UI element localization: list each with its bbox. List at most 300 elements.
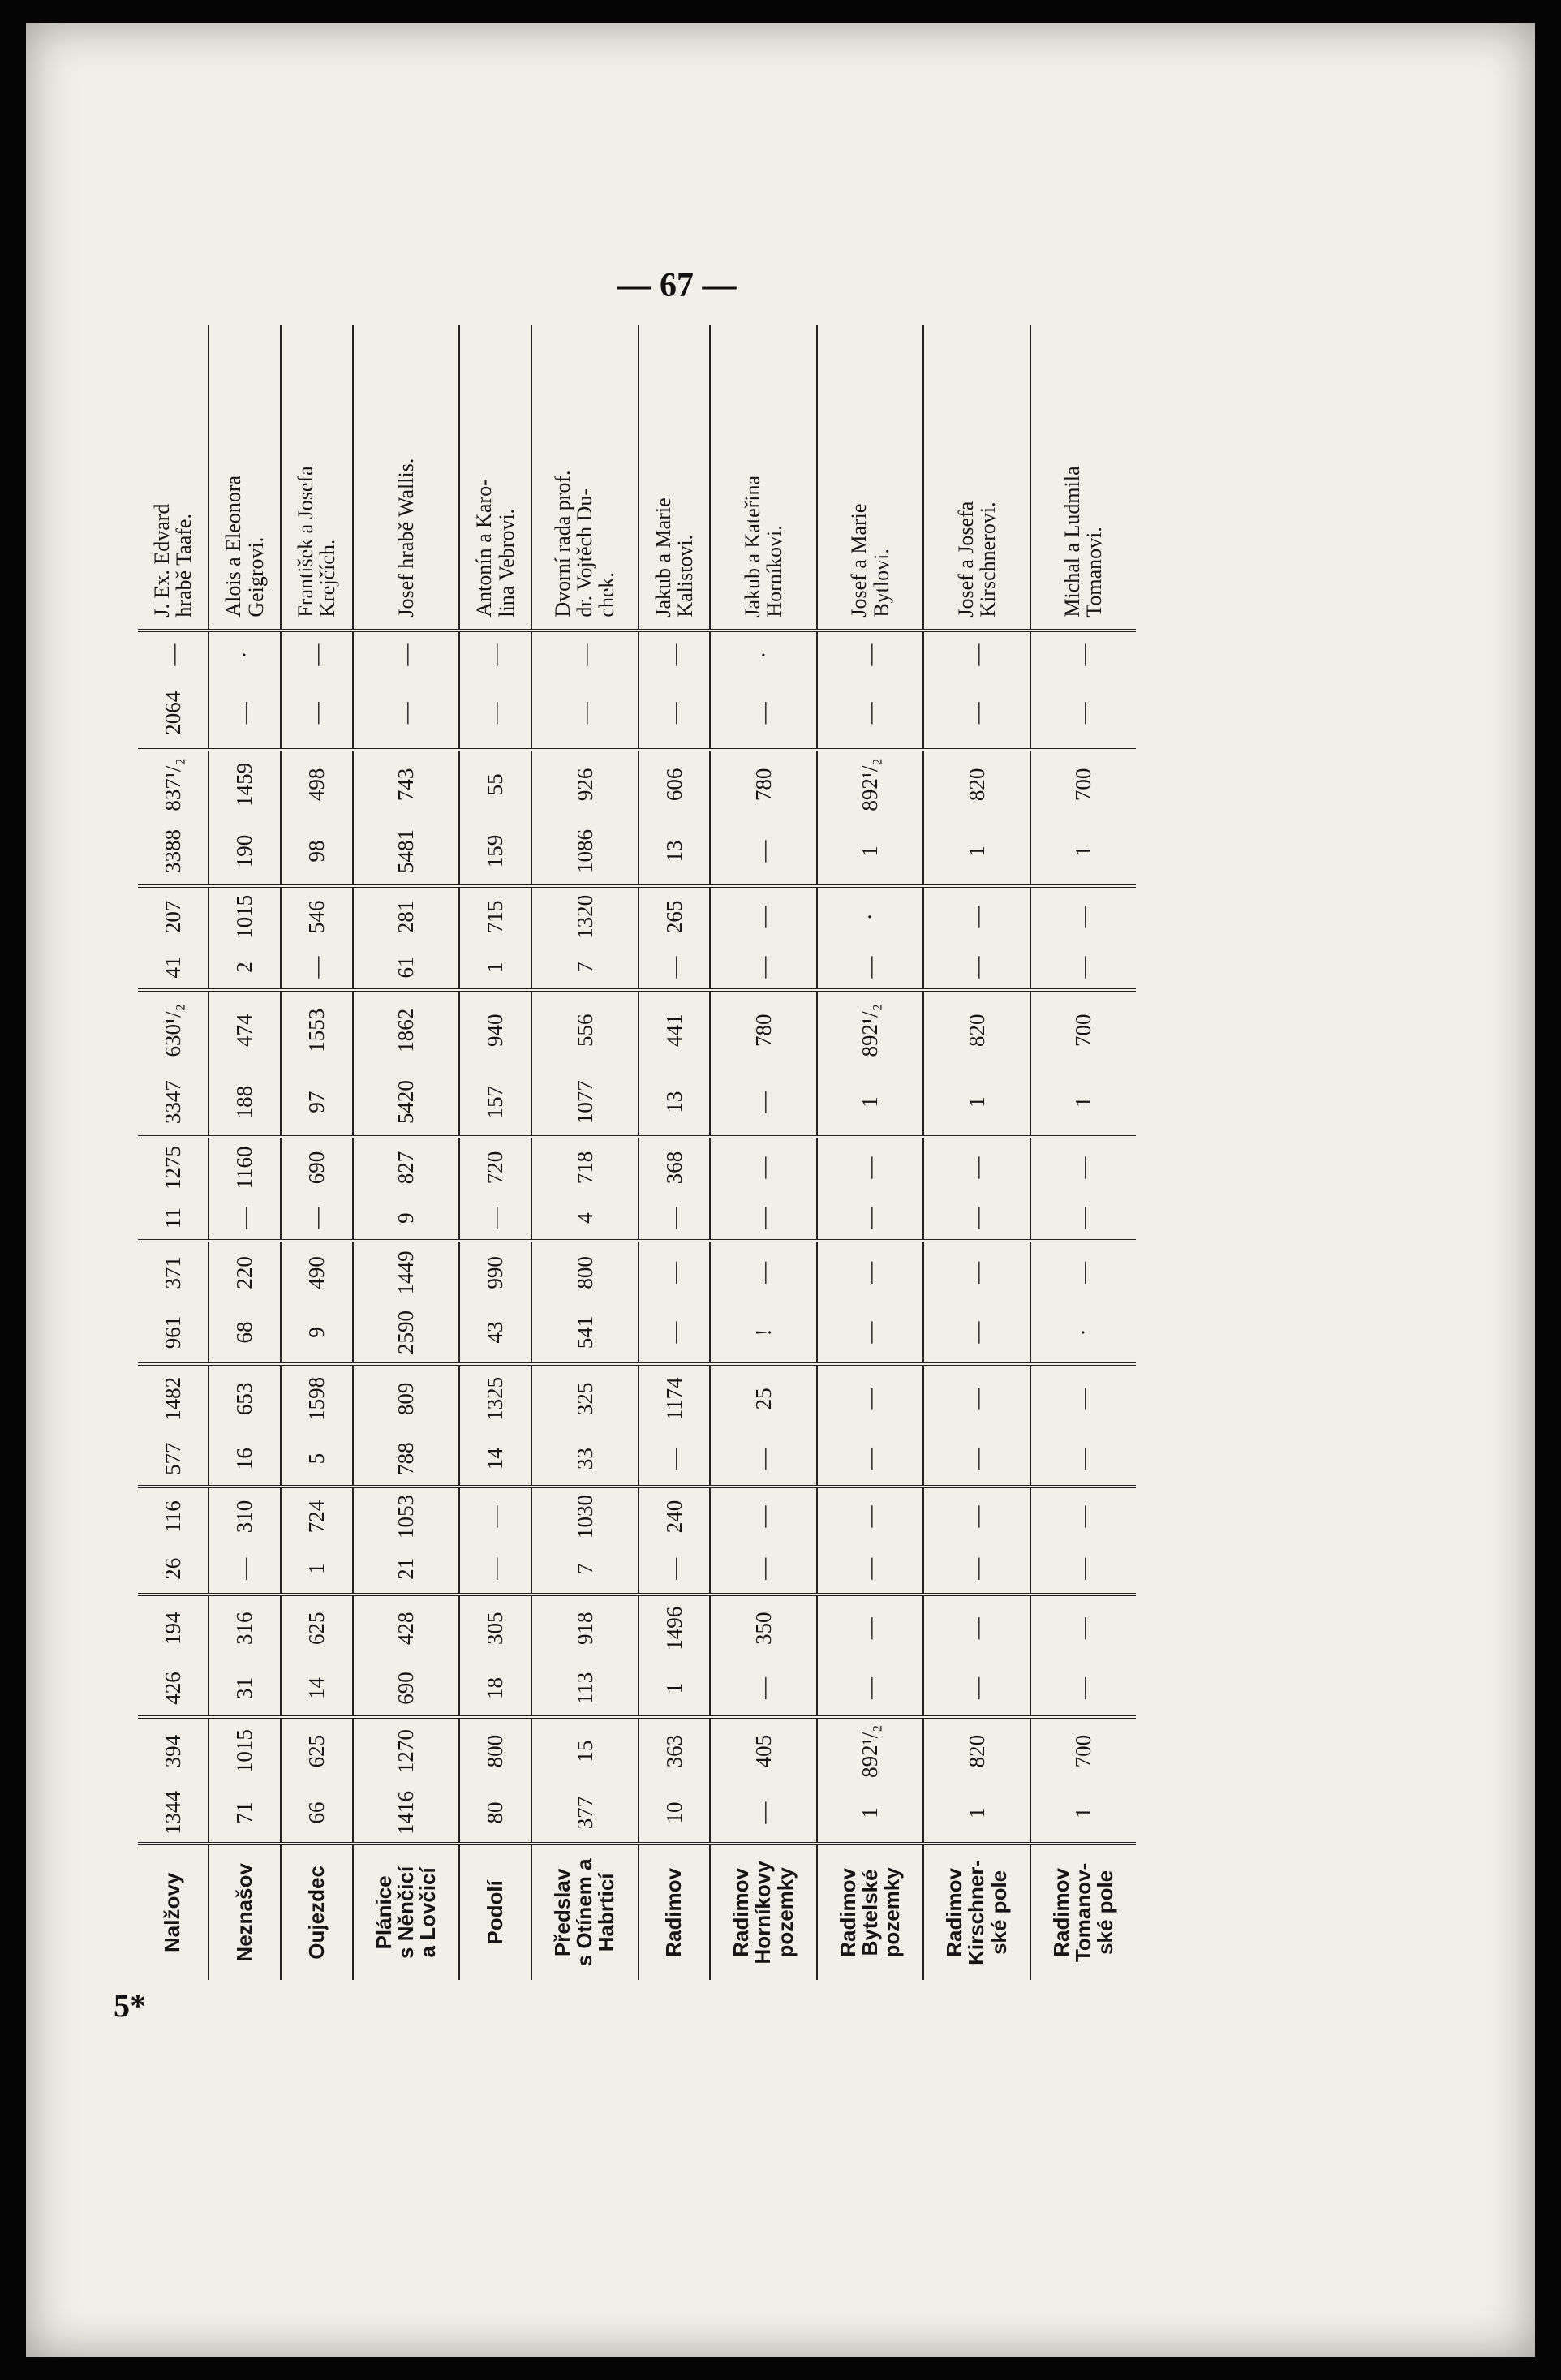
value-cell: 1 (1030, 818, 1136, 886)
value-cell: 892¹/₂ (817, 1717, 924, 1784)
value-cell: 577 (160, 1442, 185, 1475)
value-cell: 1598 (281, 1364, 353, 1432)
value-cell: — (710, 886, 817, 946)
value-cell: — (639, 1241, 711, 1302)
owner-line: Alois a Eleonora (221, 475, 246, 618)
value-cell: — (710, 946, 817, 991)
value-cell: · (710, 631, 817, 678)
value-cell: 405 (710, 1717, 817, 1784)
value-cell: 718 (531, 1137, 639, 1197)
value-cell: 800 (459, 1717, 531, 1784)
value-cell: 80 (459, 1784, 531, 1844)
value-cell: 1 (639, 1661, 711, 1717)
value-cell: 892¹/₂ (817, 990, 924, 1069)
value-cell: — (531, 631, 639, 678)
owner-cell (459, 325, 531, 631)
value-cell: 1 (281, 1545, 353, 1595)
owner-line: Kalistovi. (673, 534, 697, 618)
value-cell: — (209, 1197, 281, 1242)
value-cell: — (160, 643, 185, 666)
place-line: ské pole (986, 1870, 1011, 1955)
value-cell: · (209, 631, 281, 678)
value-cell: — (710, 1432, 817, 1487)
value-cell: — (1030, 1595, 1136, 1661)
value-cell: — (923, 1432, 1030, 1487)
value-cell: 220 (209, 1241, 281, 1302)
value-cell: 1 (923, 1069, 1030, 1137)
value-cell: 14 (281, 1661, 353, 1717)
place-line: Nalžovy (160, 1872, 185, 1953)
value-cell: 690 (353, 1661, 460, 1717)
value-cell: 1015 (209, 1717, 281, 1784)
value-cell: 33 (531, 1432, 639, 1487)
value-cell: — (1030, 1137, 1136, 1197)
value-cell: — (209, 678, 281, 750)
value-cell: 1482 (138, 1364, 209, 1432)
owner-cell (639, 325, 711, 631)
value-cell: 350 (710, 1595, 817, 1661)
value-cell: — (817, 1595, 924, 1661)
value-cell: 41 (160, 956, 185, 979)
value-cell: 240 (639, 1487, 711, 1545)
value-cell: 157 (459, 1069, 531, 1137)
owner-line: lina Vebrovi. (494, 508, 518, 618)
owner-line: Josef hrabě Wallis. (393, 458, 418, 618)
value-cell: 1270 (353, 1717, 460, 1784)
value-cell: 13 (639, 818, 711, 886)
place-cell (1030, 1844, 1136, 1980)
value-cell: 394 (138, 1717, 209, 1784)
place-cell (459, 1844, 531, 1980)
value-cell: 26 (160, 1557, 185, 1580)
value-cell: 541 (531, 1302, 639, 1364)
value-cell: 1 (923, 818, 1030, 886)
value-cell: — (1030, 1241, 1136, 1302)
value-cell: 281 (353, 886, 460, 946)
table-row (209, 325, 281, 1980)
value-cell: 25 (710, 1364, 817, 1432)
value-cell: — (923, 631, 1030, 678)
value-cell: 990 (459, 1241, 531, 1302)
value-cell: 1 (1030, 1069, 1136, 1137)
value-cell: 61 (353, 946, 460, 991)
owner-line: František a Josefa (294, 466, 317, 618)
value-cell: 7 (531, 1545, 639, 1595)
place-line: Kirschner- (964, 1859, 989, 1965)
value-cell: 194 (138, 1595, 209, 1661)
value-cell: 630¹/₂ (138, 990, 209, 1069)
value-cell: 1496 (639, 1595, 711, 1661)
value-cell: 926 (531, 750, 639, 818)
value-cell: 13 (639, 1069, 711, 1137)
value-cell: 325 (531, 1364, 639, 1432)
value-cell: 188 (209, 1069, 281, 1137)
value-cell: 31 (209, 1661, 281, 1717)
value-cell: 1160 (209, 1137, 281, 1197)
place-line: Podolí (482, 1880, 507, 1945)
value-cell: 116 (138, 1487, 209, 1545)
value-cell: — (710, 1545, 817, 1595)
value-cell: — (281, 678, 353, 750)
owner-cell (353, 325, 460, 631)
value-cell: 441 (639, 990, 711, 1069)
value-cell: 1459 (209, 750, 281, 818)
estate-table-body (138, 325, 1136, 1980)
place-cell (138, 1844, 209, 1980)
value-cell: — (1030, 1487, 1136, 1545)
place-line: Tomanov- (1070, 1862, 1095, 1963)
value-cell: 363 (639, 1717, 711, 1784)
place-line: Radimov (835, 1867, 860, 1957)
value-cell: 1030 (531, 1487, 639, 1545)
value-cell: 961 (160, 1315, 185, 1349)
value-cell: — (817, 678, 924, 750)
value-cell: — (923, 1364, 1030, 1432)
place-line: ské pole (1093, 1870, 1118, 1955)
table-row (923, 325, 1030, 1980)
place-cell (531, 1844, 639, 1980)
value-cell: — (639, 1197, 711, 1242)
page-number: — 67 — (617, 267, 737, 304)
owner-cell (1030, 325, 1136, 631)
value-cell: — (923, 1241, 1030, 1302)
value-cell: 700 (1030, 750, 1136, 818)
place-line: Horníkovy (750, 1861, 776, 1965)
value-cell: — (281, 1197, 353, 1242)
value-cell: — (639, 946, 711, 991)
value-cell: 1449 (353, 1241, 460, 1302)
value-cell: 3388 (160, 829, 185, 874)
value-cell: — (459, 1545, 531, 1595)
value-cell: — (1030, 1364, 1136, 1432)
place-line: s Otínem a (572, 1858, 597, 1967)
value-cell: — (817, 1487, 924, 1545)
owner-line: Josef a Marie (847, 503, 871, 618)
value-cell: — (1030, 631, 1136, 678)
value-cell: — (710, 678, 817, 750)
value-cell: — (1030, 1661, 1136, 1717)
owner-line: Antonín a Karo- (472, 479, 497, 618)
value-cell: 690 (281, 1137, 353, 1197)
value-cell: — (923, 1137, 1030, 1197)
value-cell: 625 (281, 1717, 353, 1784)
value-cell: 490 (281, 1241, 353, 1302)
value-cell: · (1030, 1302, 1136, 1364)
value-cell: 1320 (531, 886, 639, 946)
value-cell: — (281, 946, 353, 991)
place-cell (353, 1844, 460, 1980)
value-cell: — (1030, 1545, 1136, 1595)
place-line: a Lovčicí (415, 1867, 441, 1958)
value-cell: — (1030, 886, 1136, 946)
value-cell: 4 (531, 1197, 639, 1242)
owner-line: Bytlovi. (869, 549, 893, 618)
place-line: Předslav (549, 1868, 574, 1957)
value-cell: — (1030, 1432, 1136, 1487)
value-cell: 556 (531, 990, 639, 1069)
value-cell: 305 (459, 1595, 531, 1661)
place-line: pozemky (772, 1867, 798, 1958)
place-line: Oujezdec (303, 1866, 329, 1960)
value-cell: — (639, 1545, 711, 1595)
value-cell: 940 (459, 990, 531, 1069)
value-cell: — (817, 1137, 924, 1197)
value-cell: 14 (459, 1432, 531, 1487)
place-line: Radimov (942, 1867, 967, 1957)
place-cell (710, 1844, 817, 1980)
value-cell: — (281, 631, 353, 678)
value-cell: — (923, 1595, 1030, 1661)
value-cell: 820 (923, 990, 1030, 1069)
value-cell: 820 (923, 1717, 1030, 1784)
table-row (281, 325, 353, 1980)
value-cell: — (710, 1784, 817, 1844)
value-cell: 159 (459, 818, 531, 886)
value-cell: 55 (459, 750, 531, 818)
value-cell: 788 (353, 1432, 460, 1487)
owner-line: Horníkovi. (763, 525, 787, 618)
value-cell: — (817, 1432, 924, 1487)
value-cell: 5420 (353, 1069, 460, 1137)
owner-line: Michal a Ludmila (1060, 466, 1085, 618)
value-cell: 1053 (353, 1487, 460, 1545)
value-cell: — (459, 1487, 531, 1545)
owner-line: Dvorní rada prof. (550, 470, 574, 618)
value-cell: — (639, 1432, 711, 1487)
value-cell: 68 (209, 1302, 281, 1364)
table-row (639, 325, 711, 1980)
value-cell: 16 (209, 1432, 281, 1487)
value-cell: ! (710, 1302, 817, 1364)
owner-line: Jakub a Marie (651, 497, 675, 618)
place-line: Radimov (661, 1867, 686, 1957)
place-line: Neznašov (231, 1863, 256, 1962)
value-cell: 1 (923, 1784, 1030, 1844)
value-cell: — (923, 1197, 1030, 1242)
owner-line: Geigrovi. (243, 536, 268, 618)
value-cell: — (923, 1545, 1030, 1595)
value-cell: 2064 (160, 691, 185, 735)
value-cell: 1 (817, 1069, 924, 1137)
value-cell: 9 (353, 1197, 460, 1242)
value-cell: 780 (710, 750, 817, 818)
value-cell: — (817, 1241, 924, 1302)
value-cell: — (817, 1661, 924, 1717)
value-cell: 1344 (160, 1790, 185, 1835)
value-cell: 820 (923, 750, 1030, 818)
value-cell: — (710, 818, 817, 886)
value-cell: 9 (281, 1302, 353, 1364)
value-cell: 66 (281, 1784, 353, 1844)
place-line: Plánice (371, 1875, 396, 1950)
value-cell: — (459, 678, 531, 750)
value-cell: 827 (353, 1137, 460, 1197)
value-cell: 1 (459, 946, 531, 991)
estate-table (138, 325, 1136, 1980)
value-cell: — (209, 1545, 281, 1595)
value-cell: 368 (639, 1137, 711, 1197)
value-cell: 113 (531, 1661, 639, 1717)
value-cell: — (531, 678, 639, 750)
value-cell: 700 (1030, 990, 1136, 1069)
value-cell: — (639, 1302, 711, 1364)
value-cell: 190 (209, 818, 281, 886)
value-cell: 1275 (138, 1137, 209, 1197)
value-cell: — (1030, 678, 1136, 750)
value-cell: 1 (817, 1784, 924, 1844)
place-cell (817, 1844, 924, 1980)
value-cell: — (923, 1302, 1030, 1364)
value-cell: 1325 (459, 1364, 531, 1432)
value-cell: — (923, 1661, 1030, 1717)
value-cell: 377 (531, 1784, 639, 1844)
value-cell: — (639, 678, 711, 750)
value-cell: — (459, 631, 531, 678)
value-cell: 426 (160, 1672, 185, 1705)
value-cell: 780 (710, 990, 817, 1069)
value-cell: 1174 (639, 1364, 711, 1432)
value-cell: — (1030, 946, 1136, 991)
value-cell: — (923, 678, 1030, 750)
value-cell: — (1030, 1197, 1136, 1242)
owner-cell (923, 325, 1030, 631)
value-cell: 310 (209, 1487, 281, 1545)
value-cell: 1 (817, 818, 924, 886)
value-cell: 43 (459, 1302, 531, 1364)
footnote-mark: 5* (114, 1987, 146, 2024)
value-cell: — (710, 1241, 817, 1302)
value-cell: — (923, 946, 1030, 991)
value-cell: 837¹/₂ (138, 750, 209, 818)
place-cell (281, 1844, 353, 1980)
value-cell: — (353, 678, 460, 750)
value-cell: 800 (531, 1241, 639, 1302)
place-line: s Něnčicí (393, 1866, 418, 1959)
value-cell: 1086 (531, 818, 639, 886)
value-cell: 207 (138, 886, 209, 946)
value-cell: 11 (160, 1207, 185, 1229)
value-cell: 5 (281, 1432, 353, 1487)
owner-cell (817, 325, 924, 631)
place-line: Bytelské (857, 1869, 882, 1956)
value-cell: 474 (209, 990, 281, 1069)
place-cell (639, 1844, 711, 1980)
owner-line: J. Ex. Edvard (149, 503, 174, 618)
value-cell: 700 (1030, 1717, 1136, 1784)
value-cell: 15 (531, 1717, 639, 1784)
place-line: Habrticí (594, 1873, 619, 1952)
value-cell: 265 (639, 886, 711, 946)
value-cell: 3347 (160, 1080, 185, 1125)
place-line: pozemky (879, 1867, 905, 1958)
table-row (817, 325, 924, 1980)
owner-cell (138, 325, 209, 631)
owner-line: hrabě Taafe. (172, 514, 196, 618)
value-cell: 71 (209, 1784, 281, 1844)
value-cell: — (353, 631, 460, 678)
owner-cell (531, 325, 639, 631)
value-cell: — (817, 1302, 924, 1364)
value-cell: — (817, 631, 924, 678)
value-cell: — (923, 1487, 1030, 1545)
value-cell: 715 (459, 886, 531, 946)
value-cell: 10 (639, 1784, 711, 1844)
value-cell: 428 (353, 1595, 460, 1661)
owner-line: Tomanovi. (1082, 527, 1107, 618)
value-cell: 1015 (209, 886, 281, 946)
owner-line: Josef a Josefa (953, 501, 978, 618)
table-row (1030, 325, 1136, 1980)
value-cell: 892¹/₂ (817, 750, 924, 818)
place-cell (209, 1844, 281, 1980)
table-row (459, 325, 531, 1980)
owner-cell (710, 325, 817, 631)
value-cell: — (710, 1069, 817, 1137)
value-cell: — (710, 1661, 817, 1717)
value-cell: 98 (281, 818, 353, 886)
value-cell: 918 (531, 1595, 639, 1661)
owner-cell (209, 325, 281, 631)
owner-line: Jakub a Kateřina (740, 475, 764, 618)
value-cell: 1416 (353, 1784, 460, 1844)
rotated-table-wrapper (138, 325, 1136, 1980)
table-row (531, 325, 639, 1980)
value-cell: — (710, 1197, 817, 1242)
value-cell: 2 (209, 946, 281, 991)
owner-line: dr. Vojtěch Du- (573, 488, 597, 618)
value-cell: 371 (138, 1241, 209, 1302)
value-cell: 18 (459, 1661, 531, 1717)
value-cell: — (710, 1137, 817, 1197)
place-line: Radimov (1048, 1867, 1073, 1957)
place-line: Radimov (729, 1867, 754, 1957)
value-cell: 724 (281, 1487, 353, 1545)
value-cell: — (817, 1197, 924, 1242)
owner-line: Krejčích. (316, 539, 340, 618)
value-cell: 1 (1030, 1784, 1136, 1844)
value-cell: 316 (209, 1595, 281, 1661)
value-cell: — (459, 1197, 531, 1242)
value-cell: 498 (281, 750, 353, 818)
value-cell: 2590 (353, 1302, 460, 1364)
table-row (353, 325, 460, 1980)
value-cell: 606 (639, 750, 711, 818)
value-cell: — (639, 631, 711, 678)
value-cell: — (817, 1545, 924, 1595)
value-cell: 743 (353, 750, 460, 818)
value-cell: 21 (353, 1545, 460, 1595)
value-cell: 546 (281, 886, 353, 946)
table-row (710, 325, 817, 1980)
value-cell: 625 (281, 1595, 353, 1661)
owner-line: Kirschnerovi. (976, 501, 1000, 618)
owner-line: chek. (595, 572, 619, 618)
value-cell: 1862 (353, 990, 460, 1069)
value-cell: · (817, 886, 924, 946)
table-row (138, 325, 209, 1980)
value-cell: — (817, 946, 924, 991)
value-cell: 653 (209, 1364, 281, 1432)
value-cell: 5481 (353, 818, 460, 886)
value-cell: 1553 (281, 990, 353, 1069)
value-cell: 1077 (531, 1069, 639, 1137)
value-cell: 97 (281, 1069, 353, 1137)
value-cell: — (710, 1487, 817, 1545)
value-cell: — (923, 886, 1030, 946)
value-cell: 809 (353, 1364, 460, 1432)
place-cell (923, 1844, 1030, 1980)
value-cell: 720 (459, 1137, 531, 1197)
